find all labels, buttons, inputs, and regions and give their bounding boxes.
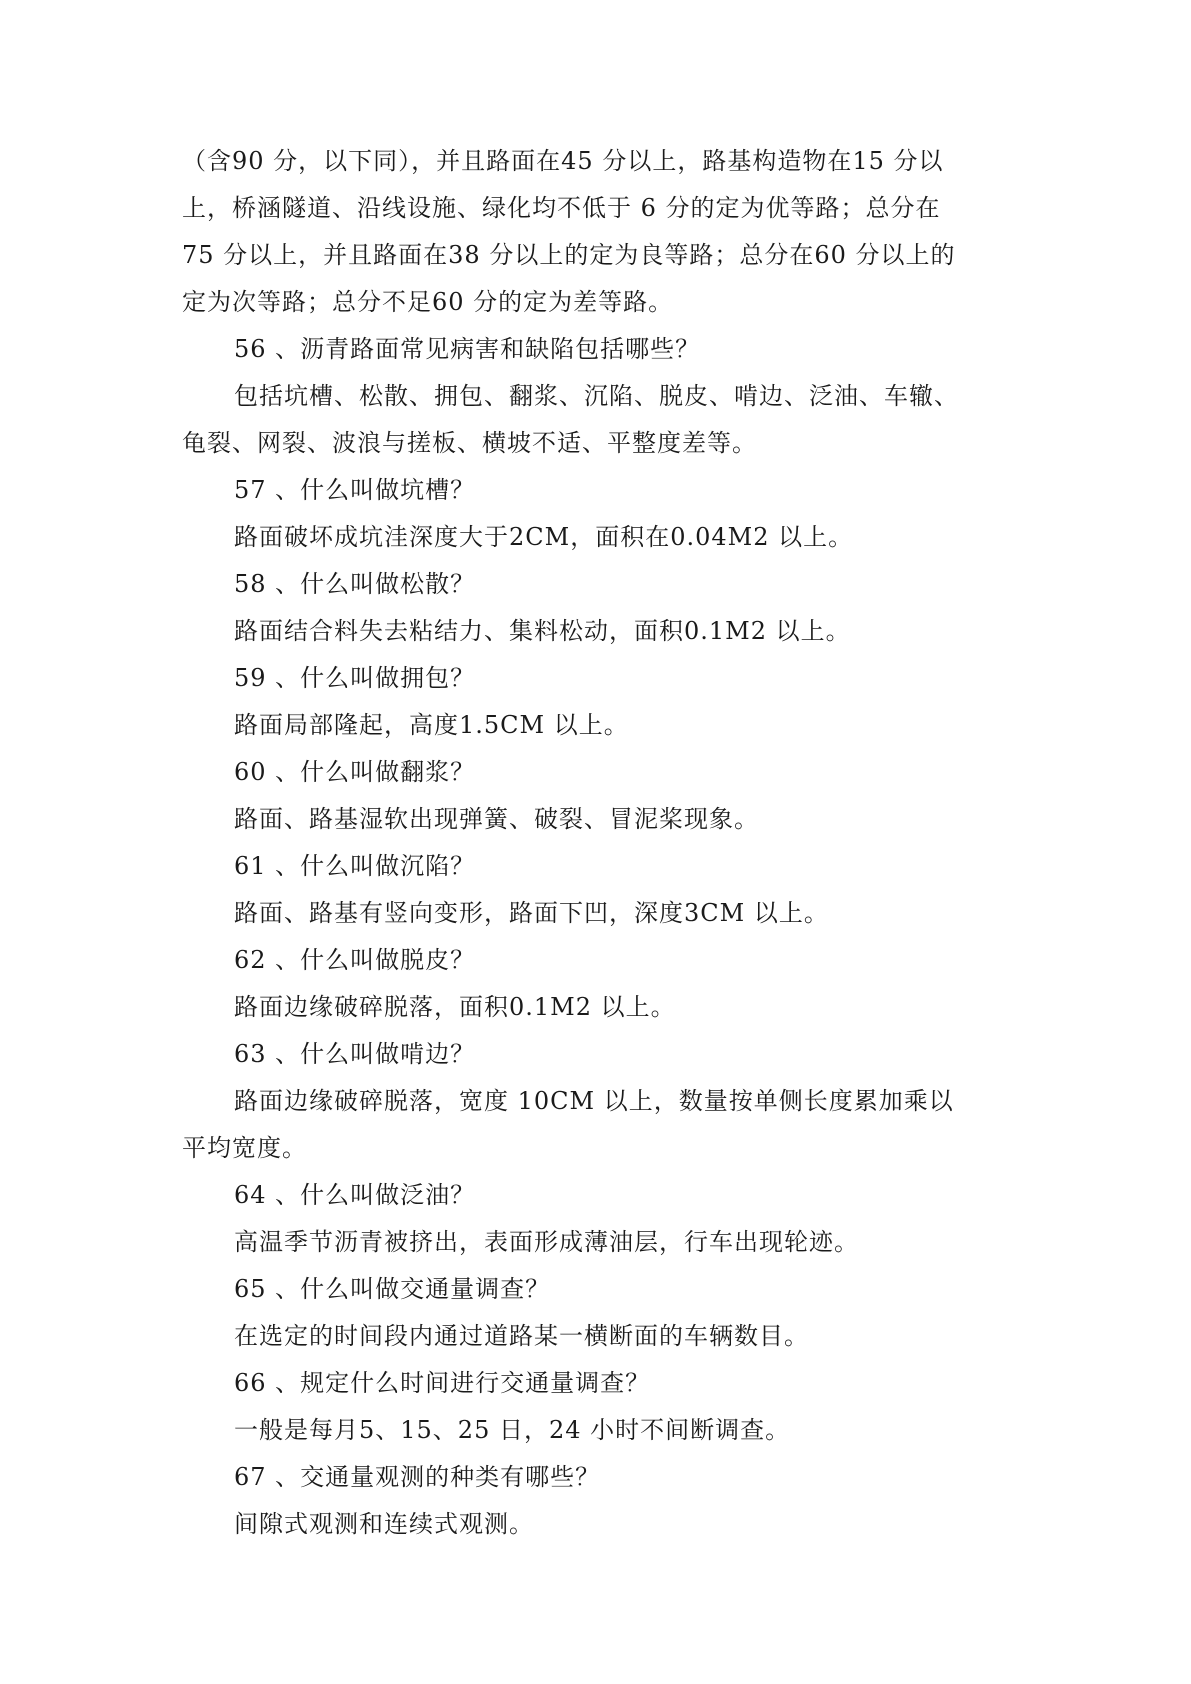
answer-65: 在选定的时间段内通过道路某一横断面的车辆数目。 [234, 1322, 809, 1350]
answer-61: 路面、路基有竖向变形，路面下凹，深度3CM 以上。 [234, 899, 829, 927]
question-66: 66 、规定什么时间进行交通量调查？ [234, 1369, 651, 1397]
question-56: 56 、沥青路面常见病害和缺陷包括哪些？ [234, 335, 701, 363]
answer-59: 路面局部隆起，高度1.5CM 以上。 [234, 711, 629, 739]
paragraph: 定为次等路；总分不足60 分的定为差等路。 [182, 288, 674, 316]
question-67: 67 、交通量观测的种类有哪些？ [234, 1463, 601, 1491]
question-58: 58 、什么叫做松散？ [234, 570, 476, 598]
answer-58: 路面结合料失去粘结力、集料松动，面积0.1M2 以上。 [234, 617, 851, 645]
question-62: 62 、什么叫做脱皮？ [234, 946, 476, 974]
answer-56: 包括坑槽、松散、拥包、翻浆、沉陷、脱皮、啃边、泛油、车辙、 [234, 382, 959, 410]
answer-64: 高温季节沥青被挤出，表面形成薄油层，行车出现轮迹。 [234, 1228, 859, 1256]
question-65: 65 、什么叫做交通量调查？ [234, 1275, 551, 1303]
question-63: 63 、什么叫做啃边？ [234, 1040, 476, 1068]
paragraph: （含90 分，以下同），并且路面在45 分以上，路基构造物在15 分以 [182, 147, 944, 175]
paragraph: 上，桥涵隧道、沿线设施、绿化均不低于 6 分的定为优等路；总分在 [182, 194, 941, 222]
question-61: 61 、什么叫做沉陷？ [234, 852, 476, 880]
answer-57: 路面破坏成坑洼深度大于2CM，面积在0.04M2 以上。 [234, 523, 854, 551]
question-64: 64 、什么叫做泛油？ [234, 1181, 476, 1209]
question-59: 59 、什么叫做拥包？ [234, 664, 476, 692]
question-60: 60 、什么叫做翻浆？ [234, 758, 476, 786]
question-57: 57 、什么叫做坑槽？ [234, 476, 476, 504]
answer-62: 路面边缘破碎脱落，面积0.1M2 以上。 [234, 993, 676, 1021]
answer-63-continued: 平均宽度。 [182, 1134, 307, 1162]
answer-56-continued: 龟裂、网裂、波浪与搓板、横坡不适、平整度差等。 [182, 429, 757, 457]
answer-66: 一般是每月5、15、25 日，24 小时不间断调查。 [234, 1416, 791, 1444]
document-body [182, 138, 1032, 1548]
paragraph: 75 分以上，并且路面在38 分以上的定为良等路；总分在60 分以上的 [182, 241, 956, 269]
answer-67: 间隙式观测和连续式观测。 [234, 1510, 534, 1538]
answer-60: 路面、路基湿软出现弹簧、破裂、冒泥桨现象。 [234, 805, 759, 833]
answer-63: 路面边缘破碎脱落，宽度 10CM 以上，数量按单侧长度累加乘以 [234, 1087, 954, 1115]
